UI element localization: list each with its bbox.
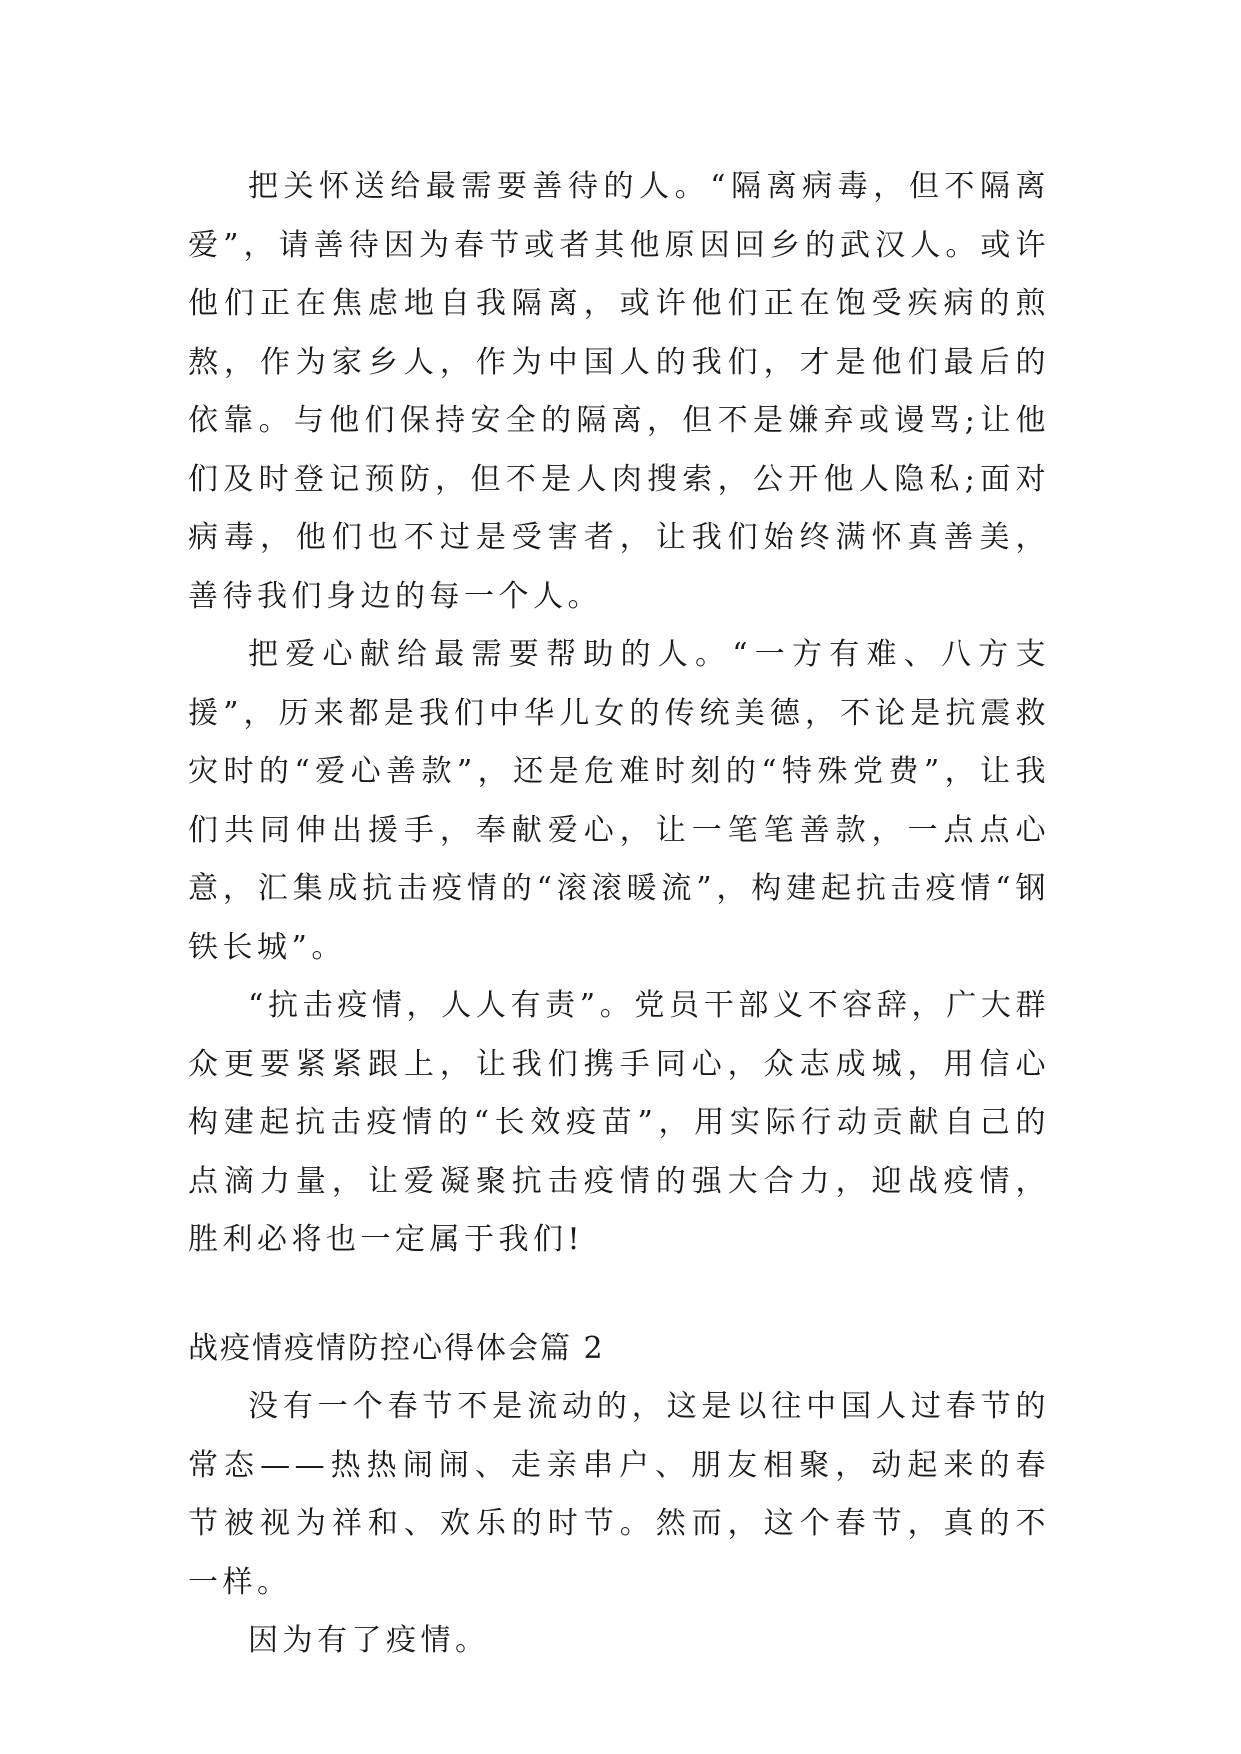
- section-title: 战疫情疫情防控心得体会篇 2: [188, 1330, 605, 1366]
- paragraph-responsibility: “抗击疫情，人人有责”。党员干部义不容辞，广大群众更要紧紧跟上，让我们携手同心，众志成城，用信心构建起抗击疫情的“长效疫苗”，用实际行动贡献自己的点滴力量，让爱凝聚抗击疫情的强大合力，迎战疫情，胜利必将也一定属于我们!: [188, 988, 1050, 1257]
- paragraph-epidemic: 因为有了疫情。: [248, 1623, 490, 1658]
- paragraph-care: 把关怀送给最需要善待的人。“隔离病毒，但不隔离爱”，请善待因为春节或者其他原因回乡的武汉人。或许他们正在焦虑地自我隔离，或许他们正在饱受疾病的煎熬，作为家乡人，作为中国人的我们，才是他们最后的依靠。与他们保持安全的隔离，但不是嫌弃或谩骂;让他们及时登记预防，但不是人肉搜索，公开他人隐私;面对病毒，他们也不过是受害者，让我们始终满怀真善美，善待我们身边的每一个人。: [188, 169, 1050, 614]
- paragraph-spring-festival: 没有一个春节不是流动的，这是以往中国人过春节的常态——热热闹闹、走亲串户、朋友相聚，动起来的春节被视为祥和、欢乐的时节。然而，这个春节，真的不一样。: [188, 1389, 1050, 1600]
- document-body: [188, 158, 1050, 1671]
- paragraph-love: 把爱心献给最需要帮助的人。“一方有难、八方支援”，历来都是我们中华儿女的传统美德，不论是抗震救灾时的“爱心善款”，还是危难时刻的“特殊党费”，让我们共同伸出援手，奉献爱心，让一笔笔善款，一点点心意，汇集成抗击疫情的“滚滚暖流”，构建起抗击疫情“钢铁长城”。: [188, 637, 1050, 965]
